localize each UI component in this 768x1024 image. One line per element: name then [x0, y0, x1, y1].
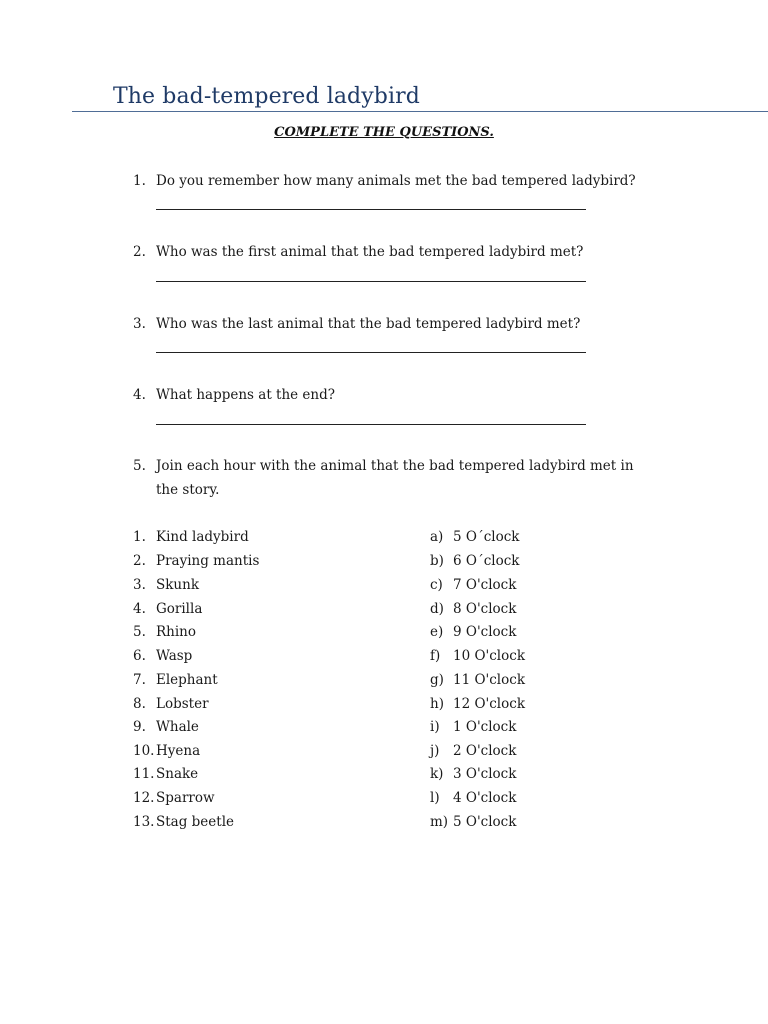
- answer-line-1[interactable]: [156, 209, 586, 210]
- question-number: 5.: [133, 458, 146, 474]
- animal-number: 3.: [133, 577, 146, 593]
- answer-line-2[interactable]: [156, 281, 586, 282]
- page-title: The bad-tempered ladybird: [113, 84, 420, 109]
- animal-number: 1.: [133, 529, 146, 545]
- animal-number: 8.: [133, 696, 146, 712]
- animal-number: 10.: [133, 743, 155, 759]
- animal-name: Hyena: [156, 743, 201, 759]
- hour-letter: g): [430, 672, 444, 688]
- instructions-heading: COMPLETE THE QUESTIONS.: [274, 125, 494, 140]
- answer-line-4[interactable]: [156, 424, 586, 425]
- animal-name: Rhino: [156, 624, 196, 640]
- hour-time: 5 O´clock: [453, 529, 520, 545]
- hour-letter: l): [430, 790, 440, 806]
- hour-time: 1 O'clock: [453, 719, 517, 735]
- hour-letter: d): [430, 601, 444, 617]
- hour-time: 5 O'clock: [453, 814, 517, 830]
- animal-name: Sparrow: [156, 790, 215, 806]
- hour-letter: c): [430, 577, 443, 593]
- animal-number: 12.: [133, 790, 155, 806]
- animal-number: 2.: [133, 553, 146, 569]
- question-number: 4.: [133, 387, 146, 403]
- animal-name: Wasp: [156, 648, 193, 664]
- question-text: Join each hour with the animal that the bad tempered ladybird met in the story.: [156, 458, 634, 498]
- hour-time: 11 O'clock: [453, 672, 525, 688]
- animal-number: 4.: [133, 601, 146, 617]
- question-text: Who was the last animal that the bad tempered ladybird met?: [156, 316, 581, 332]
- animal-number: 11.: [133, 766, 155, 782]
- question-text: Who was the first animal that the bad tempered ladybird met?: [156, 244, 584, 260]
- hour-letter: j): [430, 743, 440, 759]
- hour-time: 3 O'clock: [453, 766, 517, 782]
- animal-name: Snake: [156, 766, 199, 782]
- animal-number: 6.: [133, 648, 146, 664]
- hour-letter: f): [430, 648, 441, 664]
- animal-number: 7.: [133, 672, 146, 688]
- animal-name: Kind ladybird: [156, 529, 249, 545]
- hour-time: 9 O'clock: [453, 624, 517, 640]
- hour-time: 8 O'clock: [453, 601, 517, 617]
- hour-letter: i): [430, 719, 440, 735]
- hour-letter: k): [430, 766, 444, 782]
- animal-number: 9.: [133, 719, 146, 735]
- animal-number: 13.: [133, 814, 155, 830]
- question-text: What happens at the end?: [156, 387, 335, 403]
- hour-time: 7 O'clock: [453, 577, 517, 593]
- animal-number: 5.: [133, 624, 146, 640]
- hour-time: 12 O'clock: [453, 696, 525, 712]
- hour-letter: e): [430, 624, 444, 640]
- hour-time: 2 O'clock: [453, 743, 517, 759]
- animal-name: Elephant: [156, 672, 218, 688]
- animal-name: Skunk: [156, 577, 199, 593]
- animal-name: Lobster: [156, 696, 209, 712]
- hour-time: 6 O´clock: [453, 553, 520, 569]
- hour-letter: m): [430, 814, 449, 830]
- question-text: Do you remember how many animals met the bad tempered ladybird?: [156, 173, 636, 189]
- hour-letter: b): [430, 553, 444, 569]
- animal-name: Gorilla: [156, 601, 203, 617]
- animal-name: Praying mantis: [156, 553, 260, 569]
- hour-time: 4 O'clock: [453, 790, 517, 806]
- animal-name: Whale: [156, 719, 199, 735]
- question-number: 1.: [133, 173, 146, 189]
- hour-time: 10 O'clock: [453, 648, 525, 664]
- animal-name: Stag beetle: [156, 814, 235, 830]
- hour-letter: a): [430, 529, 444, 545]
- answer-line-3[interactable]: [156, 352, 586, 353]
- hour-letter: h): [430, 696, 444, 712]
- question-number: 3.: [133, 316, 146, 332]
- question-number: 2.: [133, 244, 146, 260]
- title-underline: [72, 111, 768, 112]
